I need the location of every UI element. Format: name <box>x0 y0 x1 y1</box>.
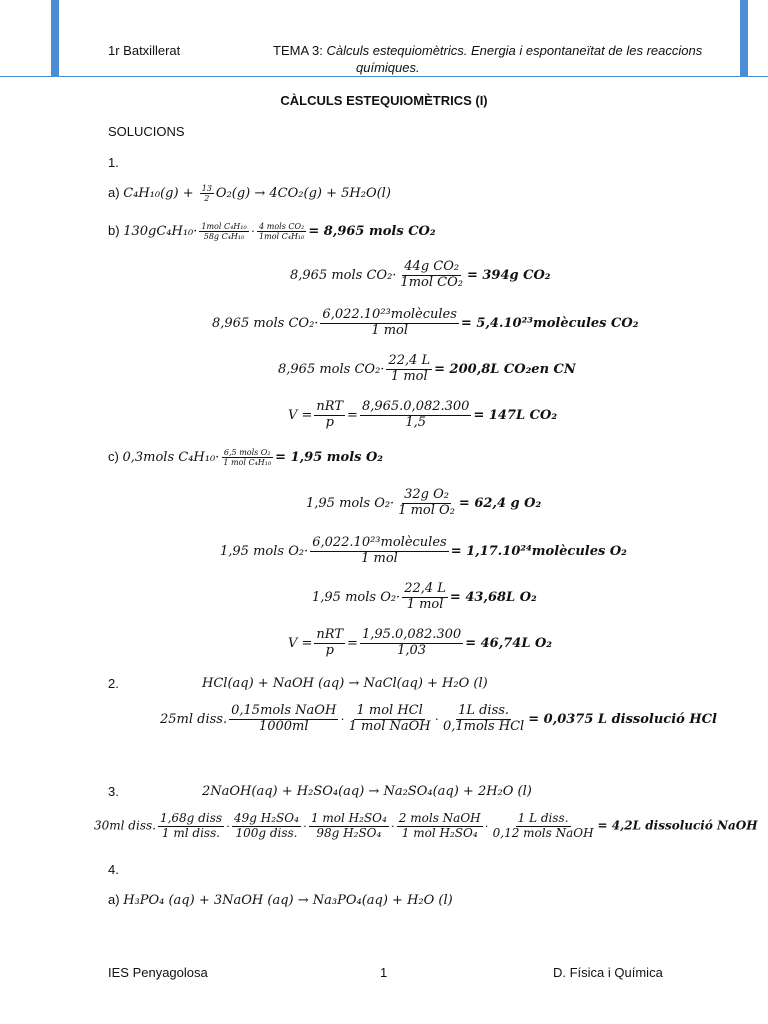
page-title: CÀLCULS ESTEQUIOMÈTRICS (I) <box>280 93 488 108</box>
solucions-label: SOLUCIONS <box>108 124 185 139</box>
header-tema-prefix: TEMA 3: <box>273 43 323 58</box>
eq-1b: b) 130gC₄H₁₀· $\frac{\text{1mol C₄H₁₀}}{\text{58g C₄H₁₀}}$ · $\frac{\text{4 mols CO₂}}{\text{1mol C₄H₁₀}}$ = 8,965 mols CO₂ <box>108 222 436 242</box>
header-tema-line2: químiques. <box>356 60 420 75</box>
eq-1a-fraction: $\frac{13}{2}$ <box>201 184 212 204</box>
header-rule <box>0 76 768 77</box>
eq-2-calc: 25ml diss. $\frac{\text{0,15mols NaOH}}{1000ml}$ · $\frac{\text{1 mol HCl}}{\text{1 mol NaOH}}$ · $\frac{\text{1L diss.}}{\text{0,1mols HCl}}$ = 0,0375 L dissolució HCl <box>160 703 717 734</box>
eq-1b-ideal-gas: V = $\frac{\text{nRT}}{p}$ = $\frac{8,965.0,082.300}{1,5}$ = 147L CO₂ <box>288 399 558 430</box>
eq-1b-volume: 8,965 mols CO₂· $\frac{22,4 L}{\text{1 mol}}$ = 200,8L CO₂en CN <box>278 353 576 384</box>
question-1-number: 1. <box>108 155 119 170</box>
eq-4a: a) H₃PO₄ (aq) + 3NaOH (aq) → Na₃PO₄(aq) + H₂O (l) <box>108 892 453 908</box>
question-4-number: 4. <box>108 862 119 877</box>
eq-1c-mass: 1,95 mols O₂· $\frac{\text{32g O₂}}{\text{1 mol O₂}}$ = 62,4 g O₂ <box>306 487 542 518</box>
eq-2-reaction: HCl(aq) + NaOH (aq) → NaCl(aq) + H₂O (l) <box>202 676 488 691</box>
eq-1c-volume: 1,95 mols O₂· $\frac{22,4 L}{\text{1 mol}}$ = 43,68L O₂ <box>312 581 537 612</box>
footer-school: IES Penyagolosa <box>108 965 208 980</box>
header-tema <box>273 43 702 58</box>
footer-page-number: 1 <box>380 965 388 980</box>
part-c-label: c) <box>108 449 119 465</box>
eq-1b-molecules: 8,965 mols CO₂· $\frac{\text{6,022.10²³molècules}}{\text{1 mol}}$ = 5,4.10²³molècules CO₂ <box>212 307 639 338</box>
eq-3-calc: 30ml diss. $\frac{\text{1,68g diss}}{\text{1 ml diss.}}$ · $\frac{\text{49g H₂SO₄}}{\text{100g diss.}}$ · $\frac{\text{1 mol H₂SO₄}}{\text{98g H₂SO₄}}$ · $\frac{\text{2 mols NaOH}}{\text{1 mol H₂SO₄}}$ · $\frac{\text{1 L diss.}}{\text{0,12 mols NaOH}}$ = 4,2L dissolució NaOH <box>94 811 758 840</box>
eq-1c: c) 0,3mols C₄H₁₀· $\frac{\text{6,5 mols O₂}}{\text{1 mol C₄H₁₀}}$ = 1,95 mols O₂ <box>108 448 384 468</box>
eq-1a <box>108 184 391 203</box>
header-tema-line1: Càlculs estequiomètrics. Energia i espontaneïtat de les reaccions <box>326 43 703 58</box>
header-course: 1r Batxillerat <box>108 43 181 58</box>
eq-1a-right: O₂(g) → 4CO₂(g) + 5H₂O(l) <box>215 186 391 202</box>
question-2-number: 2. <box>108 676 119 691</box>
part-a-label: a) <box>108 185 120 201</box>
eq-1c-ideal-gas: V = $\frac{\text{nRT}}{p}$ = $\frac{1,95.0,082.300}{1,03}$ = 46,74L O₂ <box>288 627 552 658</box>
part-b-label: b) <box>108 223 120 239</box>
header-right-bar <box>740 0 748 76</box>
header-left-bar <box>51 0 59 76</box>
part-4a-label: a) <box>108 892 120 907</box>
eq-1a-left: C₄H₁₀(g) + <box>123 186 198 202</box>
eq-1c-molecules: 1,95 mols O₂· $\frac{\text{6,022.10²³molècules}}{\text{1 mol}}$ = 1,17.10²⁴molècules O₂ <box>220 535 627 566</box>
question-3-number: 3. <box>108 784 119 799</box>
eq-3-reaction: 2NaOH(aq) + H₂SO₄(aq) → Na₂SO₄(aq) + 2H₂O (l) <box>202 784 532 799</box>
eq-1b-mass: 8,965 mols CO₂· $\frac{\text{44g CO₂}}{\text{1mol CO₂}}$ = 394g CO₂ <box>290 259 551 290</box>
eq-1b-result: = 8,965 mols CO₂ <box>308 224 436 240</box>
footer-department: D. Física i Química <box>553 965 663 980</box>
